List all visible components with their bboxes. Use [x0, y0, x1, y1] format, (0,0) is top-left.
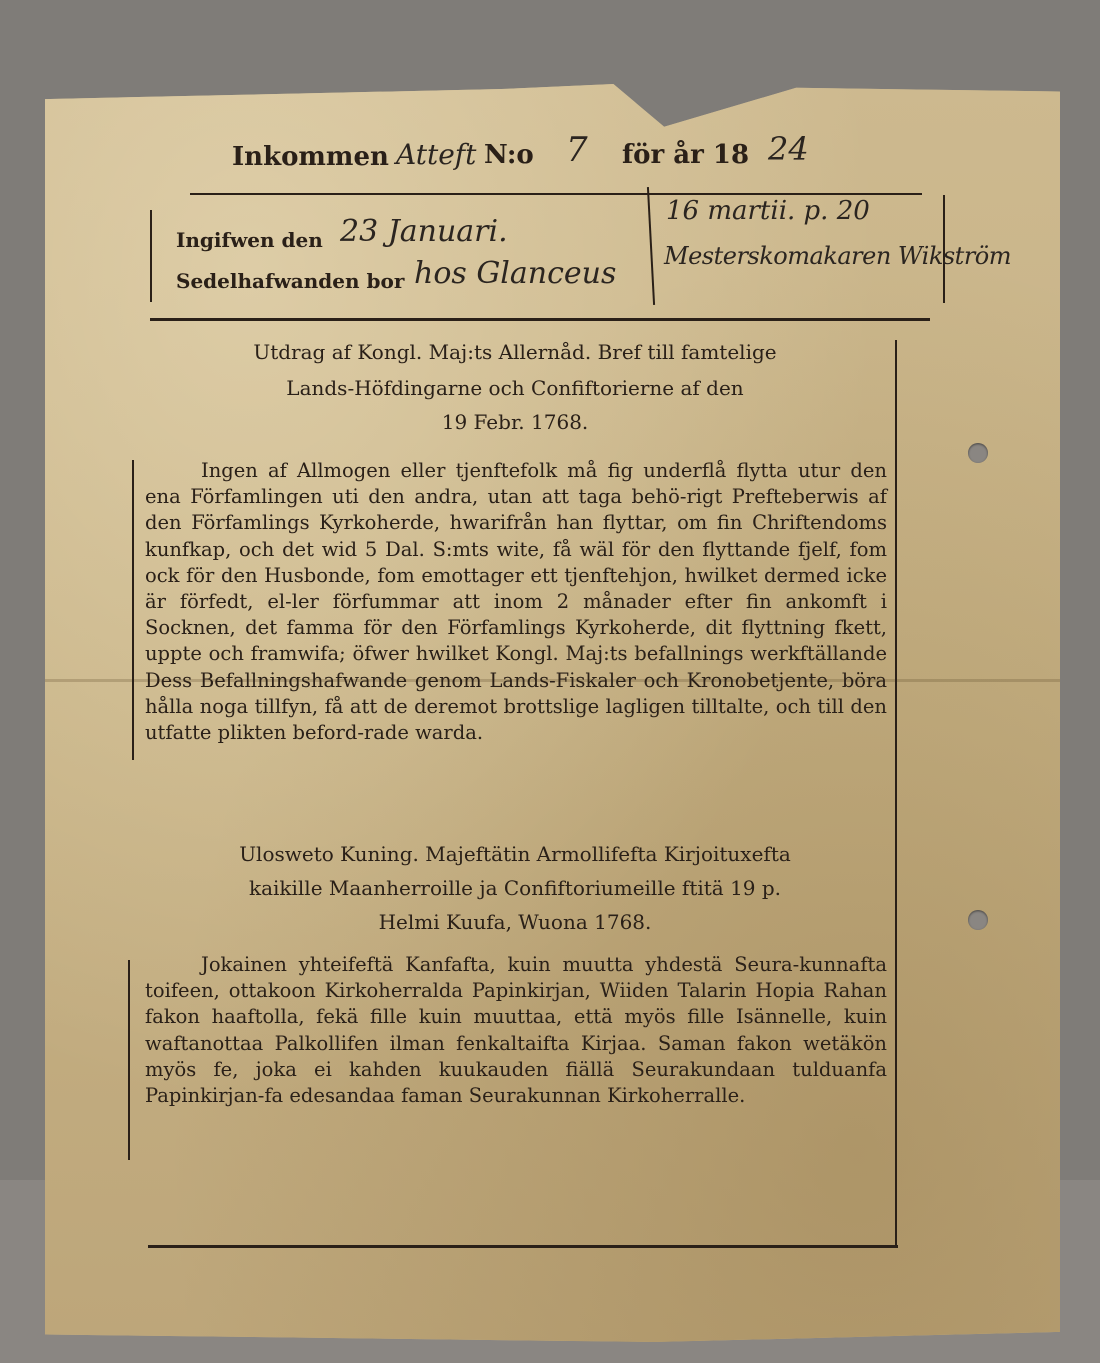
handwritten-date-note: 16 martii. p. 20: [666, 196, 870, 226]
header-number: 7: [566, 130, 588, 170]
header-year-label: för år 18: [622, 140, 750, 170]
finnish-heading-line2: kaikille Maanherroille ja Confiftoriumeille ftitä 19 p.: [248, 876, 782, 900]
entry-left-rule: [150, 210, 152, 302]
ingifwen-label: Ingifwen den: [176, 228, 323, 252]
finnish-heading-line1: Ulosweto Kuning. Majeftätin Armollifefta Kirjoituxefta: [239, 842, 791, 866]
punch-hole-lower: [968, 910, 988, 930]
header-year-suffix: 24: [768, 130, 809, 168]
header-printed-prefix: Inkommen: [232, 142, 389, 172]
swedish-heading-line2: Lands-Höfdingarne och Confiftorierne af den: [286, 376, 744, 400]
ingifwen-value: 23 Januari.: [340, 214, 508, 249]
frame-right-rule: [895, 340, 897, 1248]
swedish-heading-line1: Utdrag af Kongl. Maj:ts Allernåd. Bref till famtelige: [253, 340, 777, 364]
frame-bottom-rule: [148, 1245, 898, 1248]
punch-hole-upper: [968, 443, 988, 463]
swedish-heading-line3: 19 Febr. 1768.: [441, 410, 589, 434]
sedelhafwanden-label: Sedelhafwanden bor: [176, 269, 405, 293]
entry-top-rule: [190, 193, 922, 195]
header-no-label: N:o: [484, 140, 534, 170]
frame-left-rule-upper: [132, 460, 134, 760]
handwritten-name-note: Mesterskomakaren Wikström: [664, 242, 1012, 270]
header-atteft: Atteft: [396, 138, 477, 171]
frame-left-rule-lower: [128, 960, 130, 1160]
finnish-heading-line3: Helmi Kuufa, Wuona 1768.: [378, 910, 652, 934]
swedish-body: Ingen af Allmogen eller tjenftefolk må fig underflå flytta utur den ena Förfamlingen uti den andra, utan att taga behö-rigt Prefteberwis af den Förfamlings Kyrkoherde, hwarifrån han flyttar, om fin Chriftendoms kunfkap, och det wid 5 Dal. S:mts wite, få wäl för den flyttande fjelf, fom ock för den Husbonde, fom emottager ett tjenftehjon, hwilket dermed icke är förfedt, el-ler förfummar att inom 2 månader efter fin ankomft i Socknen, det famma för den Förfamlings Kyrkoherde, dit flyttning fkett, uppte och framwifa; öfwer hwilket Kongl. Maj:ts befallnings werkftällande Dess Befallningshafwande genom Lands-Fiskaler och Kronobetjente, böra hålla noga tillfyn, få att de deremot brottslige lagligen tilltalte, och till den utfatte plikten beford-rade warda.: [145, 459, 887, 745]
entry-bottom-rule: [150, 318, 930, 321]
sedelhafwanden-value: hos Glanceus: [414, 256, 617, 291]
finnish-body: Jokainen yhteifeftä Kanfafta, kuin muutta yhdestä Seura-kunnafta toifeen, ottakoon Kirkoherralda Papinkirjan, Wiiden Talarin Hopia Rahan fakon haaftolla, fekä fille kuin muuttaa, että myös fille Isännelle, kuin waftanottaa Palkollifen ilman fenkaltaifta Kirjaa. Saman fakon wetäkön myös fe, joka ei kahden kuukauden fiällä Seurakundaan tulduanfa Papinkirjan-fa edesandaa faman Seurakunnan Kirkoherralle.: [145, 953, 887, 1108]
